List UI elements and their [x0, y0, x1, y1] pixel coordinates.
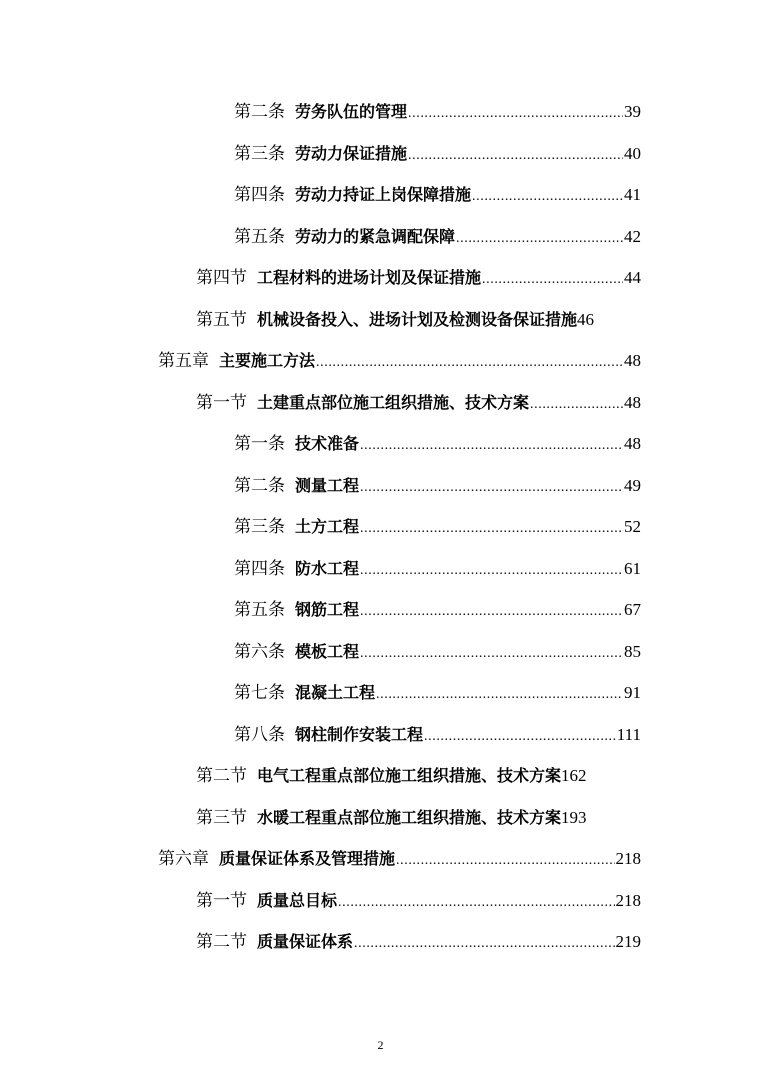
- toc-entry[interactable]: [234, 635, 641, 663]
- toc-entry-title: 混凝土工程: [295, 683, 376, 702]
- toc-entry-number: 第六条: [234, 642, 285, 661]
- toc-entry-number: 第一节: [196, 891, 247, 910]
- dot-leader: [408, 147, 623, 165]
- dot-leader: [472, 188, 623, 206]
- toc-entry-number: 第四条: [234, 559, 285, 578]
- toc-entry-number: 第八条: [234, 725, 285, 744]
- toc-entry-number: 第四条: [234, 185, 285, 204]
- toc-entry-number: 第三条: [234, 144, 285, 163]
- toc-entry-page: 49: [624, 476, 641, 495]
- toc-entry-page: 162: [561, 766, 587, 785]
- toc-entry-number: 第五章: [158, 351, 209, 370]
- toc-entry-title: 钢柱制作安装工程: [295, 725, 424, 744]
- toc-entry-page: 40: [624, 144, 641, 163]
- dot-leader: [360, 645, 623, 663]
- toc-entry-title: 劳动力的紧急调配保障: [295, 227, 456, 246]
- dot-leader: [360, 603, 623, 621]
- toc-entry-number: 第一节: [196, 393, 247, 412]
- toc-entry-page: 41: [624, 185, 641, 204]
- dot-leader: [360, 562, 623, 580]
- toc-entry-title: 劳务队伍的管理: [295, 102, 408, 121]
- toc-entry-page: 44: [624, 268, 641, 287]
- toc-entry[interactable]: [234, 593, 641, 621]
- toc-entry-title: 土建重点部位施工组织措施、技术方案: [257, 393, 530, 412]
- toc-entry-page: 46: [577, 310, 595, 329]
- toc-entry-page: 48: [624, 434, 641, 453]
- toc-entry-page: 48: [624, 393, 641, 412]
- dot-leader: [360, 437, 623, 455]
- toc-entry-title: 主要施工方法: [219, 351, 316, 370]
- toc-entry-page: 61: [624, 559, 641, 578]
- toc-entry-title: 劳动力保证措施: [295, 144, 408, 163]
- toc-entry-title: 钢筋工程: [295, 600, 360, 619]
- toc-entry-title: 水暖工程重点部位施工组织措施、技术方案: [257, 808, 562, 827]
- toc-entry[interactable]: [196, 925, 641, 953]
- toc-entry-page: 218: [615, 891, 641, 910]
- toc-entry[interactable]: [234, 676, 641, 704]
- dot-leader: [408, 105, 623, 123]
- dot-leader: [354, 935, 614, 953]
- toc-entry-number: 第二节: [196, 932, 247, 951]
- toc-entry-number: 第五节: [196, 310, 247, 329]
- toc-entry-number: 第二条: [234, 476, 285, 495]
- toc-entry[interactable]: [234, 220, 641, 248]
- toc-entry-title: 测量工程: [295, 476, 360, 495]
- toc-entry[interactable]: [234, 137, 641, 165]
- dot-leader: [396, 852, 614, 870]
- dot-leader: [424, 728, 616, 746]
- toc-entry[interactable]: [158, 344, 641, 372]
- toc-entry-title: 质量保证体系及管理措施: [219, 849, 396, 868]
- dot-leader: [482, 271, 623, 289]
- toc-entry-title: 技术准备: [295, 434, 360, 453]
- toc-entry-title: 工程材料的进场计划及保证措施: [257, 268, 482, 287]
- toc-entry-number: 第二节: [196, 766, 247, 785]
- dot-leader: [456, 230, 623, 248]
- toc-entry-page: 39: [624, 102, 641, 121]
- toc-entry-number: 第四节: [196, 268, 247, 287]
- dot-leader: [316, 354, 623, 372]
- dot-leader: [338, 894, 614, 912]
- toc-entry-number: 第七条: [234, 683, 285, 702]
- dot-leader: [376, 686, 623, 704]
- toc-entry[interactable]: [234, 469, 641, 497]
- toc-entry[interactable]: [234, 427, 641, 455]
- toc-entry-title: 土方工程: [295, 517, 360, 536]
- toc-entry-title: 劳动力持证上岗保障措施: [295, 185, 472, 204]
- dot-leader: [530, 396, 623, 414]
- toc-entry[interactable]: [234, 510, 641, 538]
- toc-entry[interactable]: [196, 884, 641, 912]
- toc-entry-page: 219: [615, 932, 641, 951]
- toc-entry[interactable]: [196, 759, 641, 787]
- toc-entry[interactable]: [234, 718, 641, 746]
- toc-entry-number: 第五条: [234, 227, 285, 246]
- toc-entry-page: 91: [624, 683, 641, 702]
- toc-entry[interactable]: [196, 261, 641, 289]
- toc-entry-number: 第二条: [234, 102, 285, 121]
- toc-entry-title: 防水工程: [295, 559, 360, 578]
- toc-entry-title: 模板工程: [295, 642, 360, 661]
- toc-entry-page: 48: [624, 351, 641, 370]
- toc-entry-page: 52: [624, 517, 641, 536]
- toc-entry-title: 机械设备投入、进场计划及检测设备保证措施: [257, 310, 578, 329]
- toc-entry[interactable]: [196, 303, 641, 331]
- toc-entry[interactable]: [234, 552, 641, 580]
- toc-entry[interactable]: [158, 842, 641, 870]
- page-number: 2: [377, 1038, 384, 1052]
- toc-entry[interactable]: [234, 178, 641, 206]
- toc-entry-title: 质量保证体系: [257, 932, 354, 951]
- toc-entry-page: 111: [616, 725, 641, 744]
- toc-entry-number: 第三条: [234, 517, 285, 536]
- toc-entry-page: 193: [561, 808, 587, 827]
- toc-entry[interactable]: [196, 801, 641, 829]
- dot-leader: [360, 479, 623, 497]
- toc-entry[interactable]: [234, 95, 641, 123]
- toc-entry-page: 218: [615, 849, 641, 868]
- toc-entry-page: 42: [624, 227, 641, 246]
- toc-entry[interactable]: [196, 386, 641, 414]
- toc-entry-page: 85: [624, 642, 641, 661]
- toc-entry-title: 电气工程重点部位施工组织措施、技术方案: [257, 766, 562, 785]
- toc-entry-number: 第六章: [158, 849, 209, 868]
- toc-entry-number: 第三节: [196, 808, 247, 827]
- toc-entry-number: 第五条: [234, 600, 285, 619]
- dot-leader: [360, 520, 623, 538]
- toc-entry-number: 第一条: [234, 434, 285, 453]
- toc-entry-page: 67: [624, 600, 641, 619]
- toc-entry-title: 质量总目标: [257, 891, 338, 910]
